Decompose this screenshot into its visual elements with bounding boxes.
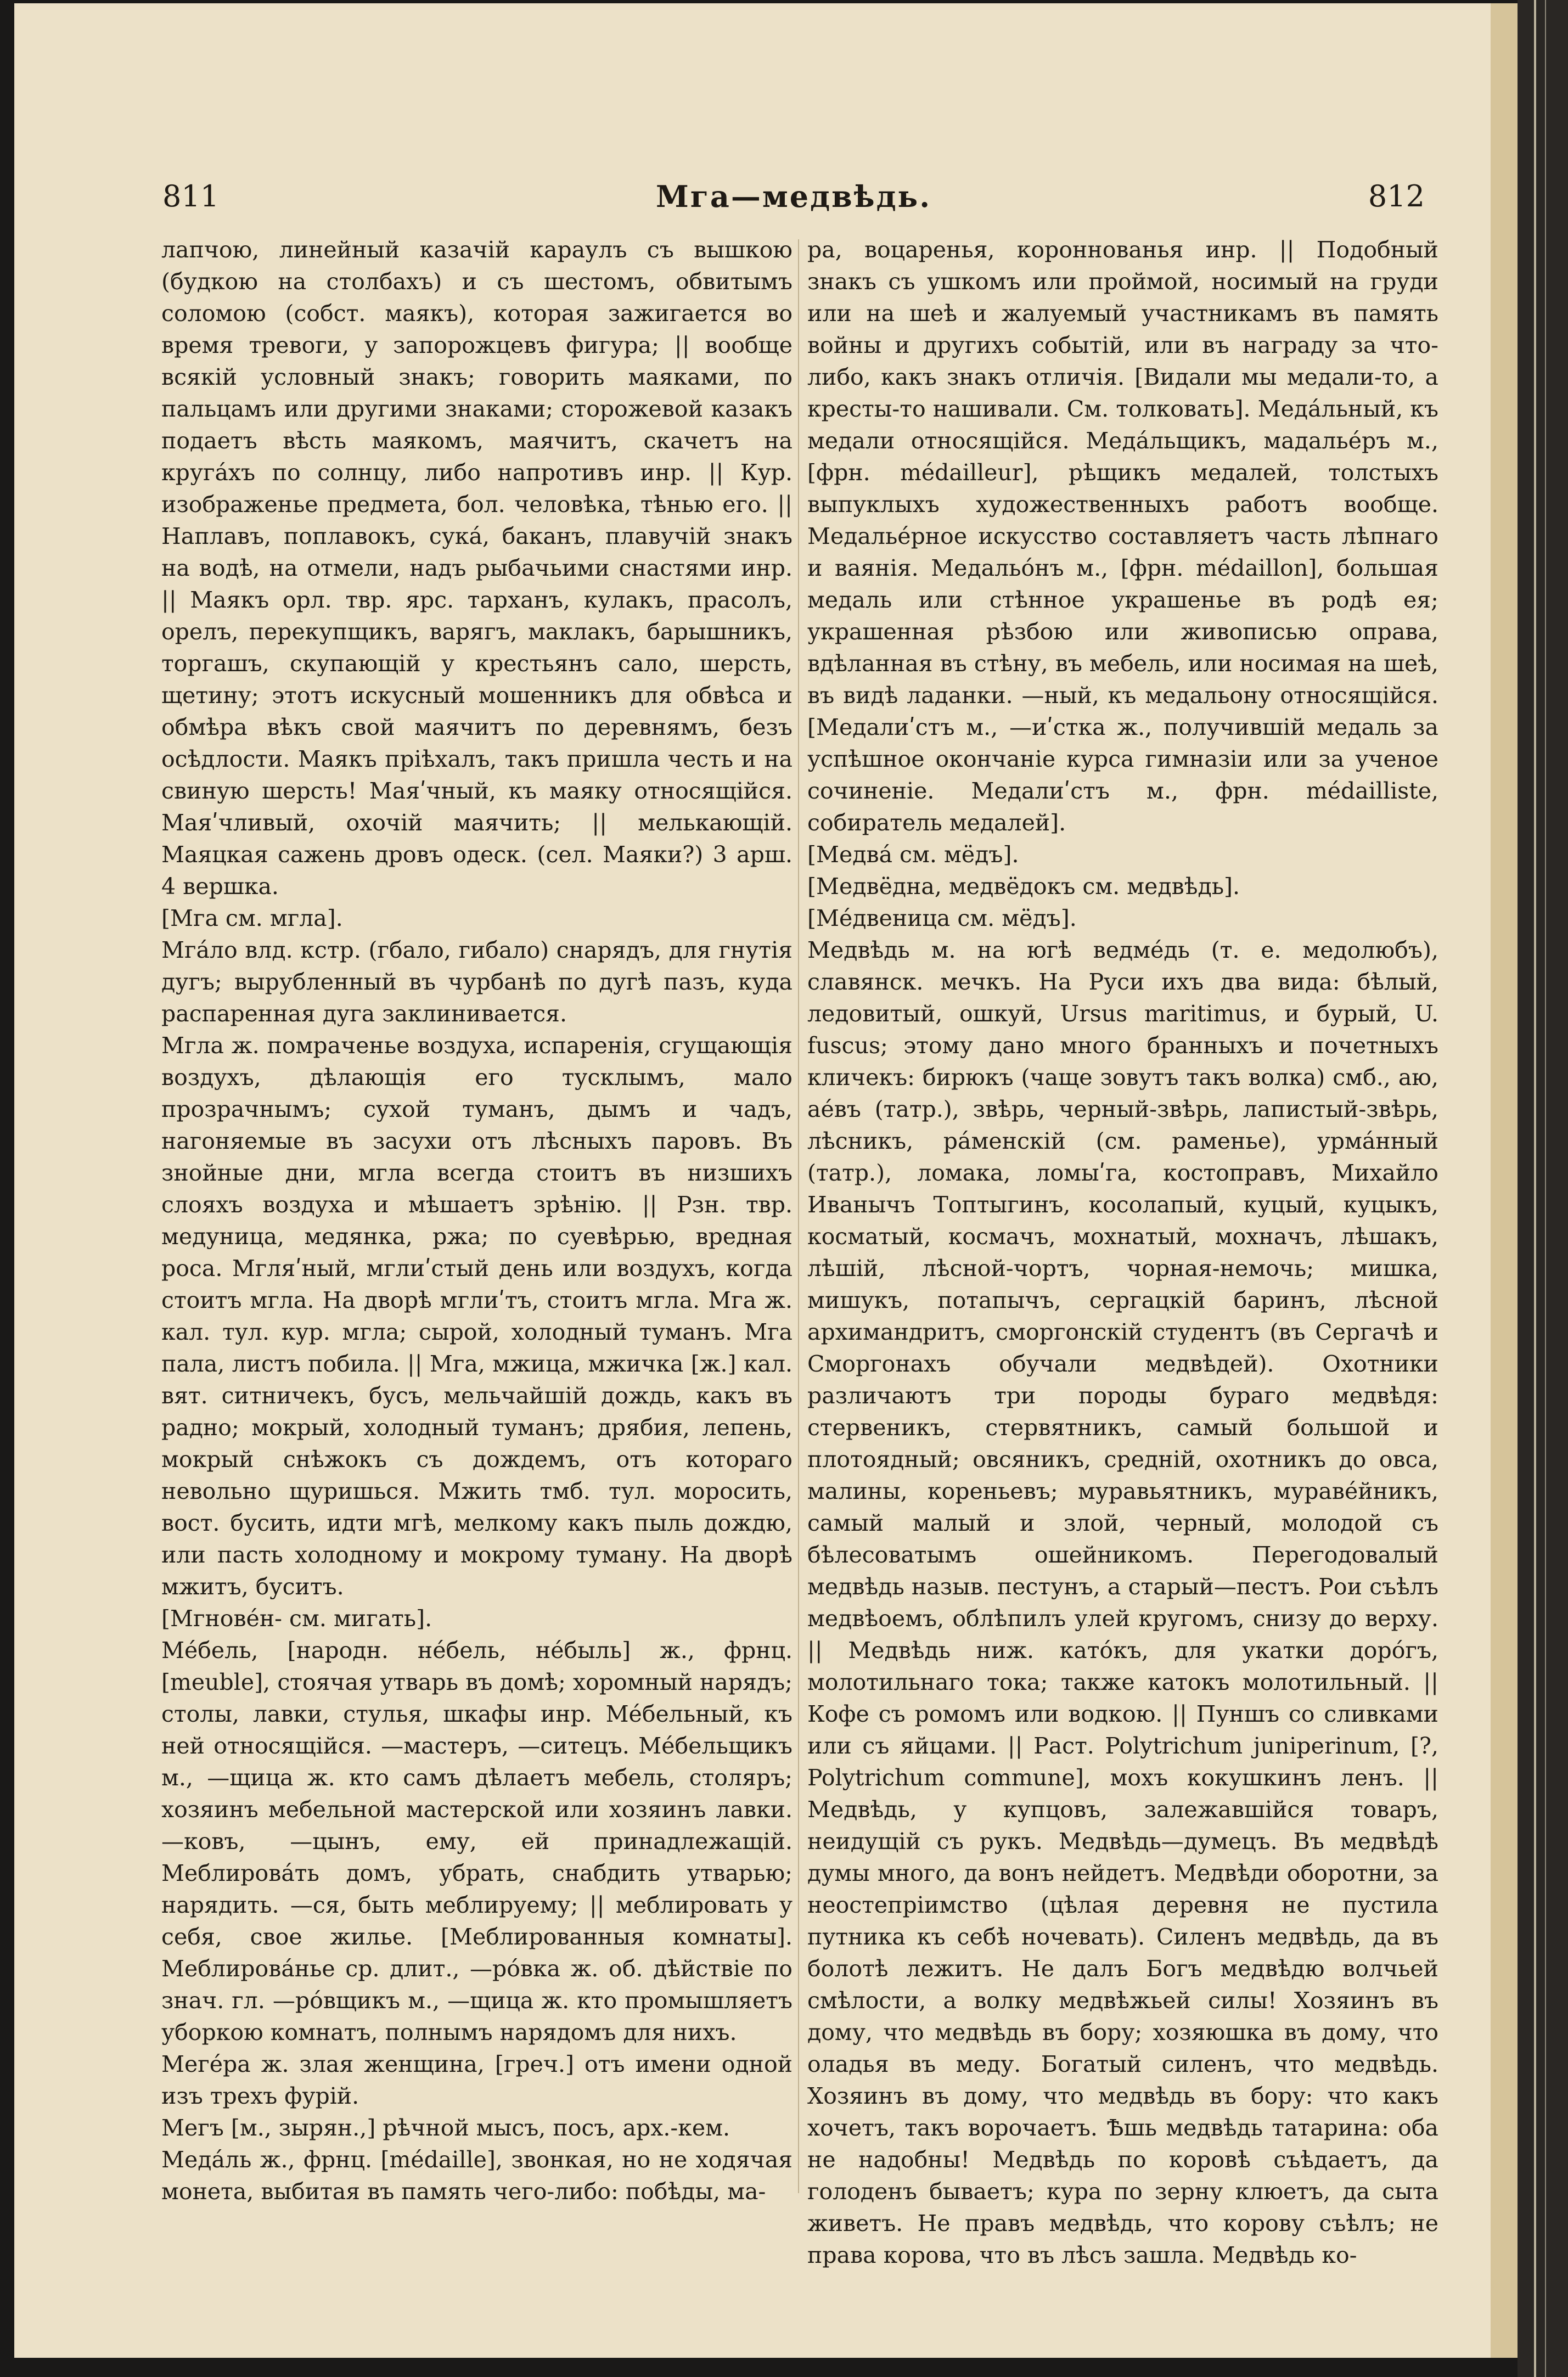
entry-megera: Мегéра ж. злая женщина, [греч.] отъ имени одной изъ трехъ фурій. [161, 2051, 793, 2109]
left-column [161, 234, 793, 2341]
entry-mga-ref: [Мга см. мгла]. [161, 905, 343, 931]
column-divider [798, 239, 799, 2193]
running-title: Мга—медвѣдь. [655, 179, 932, 214]
entry-medal: Медáль ж., фрнц. [médaille], звонкая, но не ходячая монета, выбитая въ память чего-либо: побѣды, ма- [161, 2146, 793, 2205]
entry-mgalo: Мгáло влд. кстр. (гбало, гибало) снарядъ, для гнутія дугъ; вырубленный въ чурбанѣ по дугѣ пазъ, куда распаренная дуга заклинивается. [161, 937, 793, 1027]
entry-mgnoven-ref: [Мгновéн- см. мигать]. [161, 1605, 432, 1632]
running-header [151, 179, 1436, 223]
page-number-left: 811 [162, 179, 220, 213]
entry-medved: Медвѣдь м. на югѣ ведмéдь (т. е. медолюбъ), славянск. мечкъ. На Руси ихъ два вида: бѣлый, ледовитый, ошкуй, Ursus maritimus, и бурый, U. fuscus; этому дано много бранныхъ и почетныхъ кличекъ: бирюкъ (чаще зовутъ такъ волка) смб., аю, аéвъ (татр.), звѣрь, черный-звѣрь, лапистый-звѣрь, лѣсникъ, рáменскій (см. раменье), урмáнный (татр.), ломака, ломыʹга, костоправъ, Михайло Иванычъ Топтыгинъ, косолапый, куцый, куцыкъ, косматый, космачъ, мохнатый, мохначъ, лѣшакъ, лѣшій, лѣсной-чортъ, чорная-немочь; мишка, мишукъ, потапычъ, сергацкій баринъ, лѣсной архимандритъ, сморгонскій студентъ (въ Сергачѣ и Сморгонахъ обучали медвѣдей). Охотники различаютъ три породы бураго медвѣдя: стервеникъ, стервятникъ, самый большой и плотоядный; овсяникъ, средній, охотникъ до овса, малины, кореньевъ; муравьятникъ, муравéйникъ, самый малый и злой, черный, молодой съ бѣлесоватымъ ошейникомъ. Перегодовалый медвѣдь назыв. пестунъ, а старый—пестъ. Рои съѣлъ медвѣоемъ, облѣпилъ улей кругомъ, снизу до верху. || Медвѣдь ниж. катóкъ, для укатки дорóгъ, молотильнаго тока; также катокъ молотильный. || Кофе съ ромомъ или водкою. || Пуншъ со сливками или съ яйцами. || Раст. Polytrichum juniperinum, [?, Polytrichum commune], мохъ кокушкинъ ленъ. || Медвѣдь, у купцовъ, залежавшійся товаръ, неидущій съ рукъ. Медвѣдь—думецъ. Въ медвѣдѣ думы много, да вонъ нейдетъ. Медвѣди оборотни, за неостепріимство (цѣлая деревня не пустила путника къ себѣ ночевать). Силенъ медвѣдь, да въ болотѣ лежитъ. Не далъ Богъ медвѣдю волчьей смѣлости, а волку медвѣжьей силы! Хозяинъ въ дому, что медвѣдь въ бору; хозяюшка въ дому, что оладья въ меду. Богатый силенъ, что медвѣдь. Хозяинъ въ дому, что медвѣдь въ бору: что какъ хочетъ, такъ ворочаетъ. Ѣшь медвѣдь татарина: оба не надобны! Медвѣдь по коровѣ съѣдаетъ, да голоденъ бываетъ; кура по зерну клюетъ, да сыта живетъ. Не правъ медвѣдь, что корову съѣлъ; не права корова, что въ лѣсъ зашла. Медвѣдь ко- [807, 937, 1438, 2268]
dictionary-page [14, 3, 1532, 2358]
entry-medva-ref: [Медвá см. мёдъ]. [807, 841, 1019, 868]
entry-medal-cont: ра, воцаренья, короннованья инр. || Подобный знакъ съ ушкомъ или проймой, носимый на груди или на шеѣ и жалуемый участникамъ въ память войны и другихъ событій, или въ награду за что-либо, какъ знакъ отличія. [Видали мы медали-то, а кресты-то нашивали. См. толковать]. Медáльный, къ медали относящійся. Медáльщикъ, мадальéръ м., [фрн. médailleur], рѣщикъ медалей, толстыхъ выпуклыхъ художественныхъ работъ вообще. Медальéрное искусство составляетъ часть лѣпнаго и ваянія. Медальóнъ м., [фрн. médaillon], большая медаль или стѣнное украшенье въ родѣ ея; украшенная рѣзбою или живописью оправа, вдѣланная въ стѣну, въ мебель, или носимая на шеѣ, въ видѣ ладанки. —ный, къ медальону относящійся. [Медалиʹстъ м., —иʹстка ж., получившій медаль за успѣшное окончаніе курса гимназіи или за ученое сочиненіе. Медалиʹстъ м., фрн. médailliste, собиратель медалей]. [807, 237, 1438, 836]
entry-mgla: Мгла ж. помраченье воздуха, испаренія, сгущающія воздухъ, дѣлающія его тусклымъ, мало прозрачнымъ; сухой туманъ, дымъ и чадъ, нагоняемые въ засухи отъ лѣсныхъ паровъ. Въ знойные дни, мгла всегда стоитъ въ низшихъ слояхъ воздуха и мѣшаетъ зрѣнію. || Рзн. твр. медуница, медянка, ржа; по суевѣрью, вредная роса. Мгляʹный, мглиʹстый день или воздухъ, когда стоитъ мгла. На дворѣ мглиʹтъ, стоитъ мгла. Мга ж. кал. тул. кур. мгла; сырой, холодный туманъ. Мга пала, листъ побила. || Мга, мжица, мжичка [ж.] кал. вят. ситничекъ, бусъ, мельчайшій дождь, какъ въ радно; мокрый, холодный туманъ; дрябия, лепень, мокрый снѣжокъ съ дождемъ, отъ котораго невольно щуришься. Мжить тмб. тул. моросить, вост. бусить, идти мгѣ, мелкому какъ пыль дождю, или пасть холодному и мокрому туману. На дворѣ мжитъ, буситъ. [161, 1032, 793, 1600]
entry-mayak-cont: лапчою, линейный казачій караулъ съ вышкою (будкою на столбахъ) и съ шестомъ, обвитымъ соломою (собст. маякъ), которая зажигается во время тревоги, у запорожцевъ фигура; || вообще всякій условный знакъ; говорить маяками, по пальцамъ или другими знаками; сторожевой казакъ подаетъ вѣсть маякомъ, маячитъ, скачетъ на кругáхъ по солнцу, либо напротивъ инр. || Кур. изображенье предмета, бол. человѣка, тѣнью его. || Наплавъ, поплавокъ, сукá, баканъ, плавучій знакъ на водѣ, на отмели, надъ рыбачьими снастями инр. || Маякъ орл. твр. ярс. тарханъ, кулакъ, прасолъ, орелъ, перекупщикъ, варягъ, маклакъ, барышникъ, торгашъ, скупающій у крестьянъ сало, шерсть, щетину; этотъ искусный мошенникъ для обвѣса и обмѣра вѣкъ свой маячитъ по деревнямъ, безъ осѣдлости. Маякъ пріѣхалъ, такъ пришла честь и на свиную шерсть! Маяʹчный, къ маяку относящійся. Маяʹчливый, охочій маячить; || мелькающій. Маяцкая сажень дровъ одеск. (сел. Маяки?) 3 арш. 4 вершка. [161, 237, 793, 900]
spine-line [1545, 0, 1546, 2377]
entry-mebel: Мéбель, [народн. нéбель, нéбыль] ж., фрнц. [meuble], стоячая утварь въ домѣ; хоромный нарядъ; столы, лавки, стулья, шкафы инр. Мéбельный, къ ней относящійся. —мастеръ, —ситецъ. Мéбельщикъ м., —щица ж. кто самъ дѣлаетъ мебель, столяръ; хозяинъ мебельной мастерской или хозяинъ лавки. —ковъ, —цынъ, ему, ей принадлежащій. Меблировáть домъ, убрать, снабдить утварью; нарядить. —ся, быть меблируему; || меблировать у себя, свое жилье. [Меблированныя комнаты]. Меблировáнье ср. длит., —рóвка ж. об. дѣйствіе по знач. гл. —рóвщикъ м., —щица ж. кто промышляетъ уборкою комнатъ, полнымъ нарядомъ для нихъ. [161, 1637, 793, 2046]
book-spine [1518, 0, 1568, 2377]
entry-medvedna-ref: [Медвёдна, медвёдокъ см. медвѣдь]. [807, 873, 1240, 900]
spine-line [1534, 0, 1536, 2377]
entry-medvenitsa-ref: [Мéдвеница см. мёдъ]. [807, 905, 1077, 931]
right-column [807, 234, 1438, 2341]
page-number-right: 812 [1368, 179, 1425, 213]
entry-meg: Мегъ [м., зырян.,] рѣчной мысъ, посъ, арх.-кем. [161, 2115, 730, 2141]
